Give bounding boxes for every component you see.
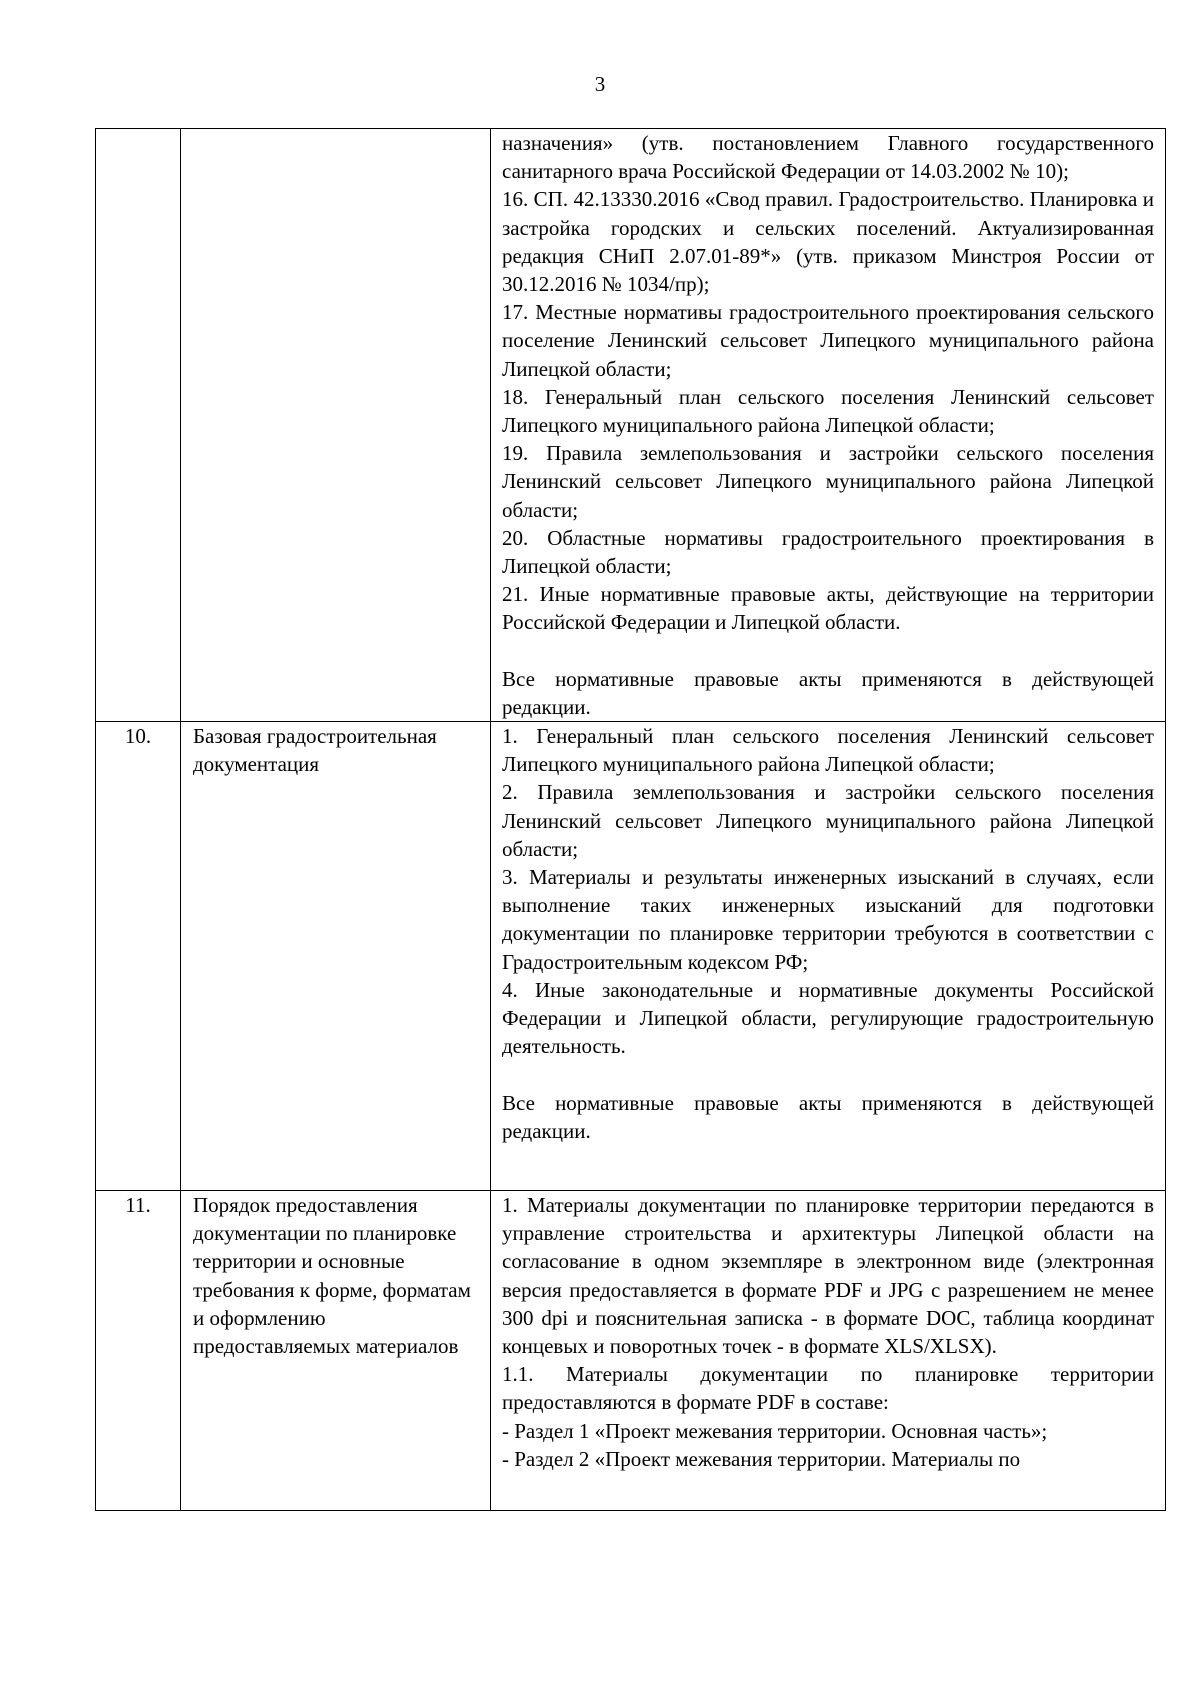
row-content	[491, 129, 1166, 722]
row-title: Порядок предоставления документации по планировке территории и основные требования к форме, форматам и оформлению предоставляемых материалов	[181, 1191, 491, 1511]
paragraph: 19. Правила землепользования и застройки сельского поселения Ленинский сельсовет Липецкого муниципального района Липецкой области;	[502, 441, 1154, 522]
paragraph: 4. Иные законодательные и нормативные документы Российской Федерации и Липецкой области, регулирующие градостроительную деятельность.	[502, 977, 1154, 1059]
paragraph: назначения» (утв. постановлением Главного государственного санитарного врача Российской Федерации от 14.03.2002 № 10);	[502, 131, 1154, 184]
note-paragraph: Все нормативные правовые акты применяются в действующей редакции.	[502, 666, 1154, 719]
row-title: Базовая градостроительная документация	[181, 722, 491, 1191]
paragraph: 21. Иные нормативные правовые акты, действующие на территории Российской Федерации и Липецкой области.	[502, 582, 1154, 635]
note-paragraph: Все нормативные правовые акты применяются в действующей редакции.	[502, 1090, 1154, 1143]
table-row	[96, 1191, 1166, 1511]
paragraph: 17. Местные нормативы градостроительного проектирования сельского поселение Ленинский сельсовет Липецкого муниципального района Липецкой области;	[502, 300, 1154, 381]
requirements-table	[95, 128, 1166, 1511]
row-number: 10.	[96, 722, 181, 1191]
row-number: 11.	[96, 1191, 181, 1511]
page-number: 3	[594, 72, 606, 96]
paragraph: 18. Генеральный план сельского поселения Ленинский сельсовет Липецкого муниципального района Липецкой области;	[502, 384, 1154, 438]
row-content	[491, 722, 1166, 1191]
paragraph: - Раздел 2 «Проект межевания территории. Материалы по	[502, 1446, 1021, 1471]
table-row	[96, 722, 1166, 1191]
paragraph: 1. Генеральный план сельского поселения Ленинский сельсовет Липецкого муниципального района Липецкой области;	[502, 724, 1154, 777]
row-content	[491, 1191, 1166, 1511]
paragraph: 1.1. Материалы документации по планировке территории предоставляются в формате PDF в составе:	[502, 1362, 1154, 1415]
paragraph: 16. СП. 42.13330.2016 «Свод правил. Градостроительство. Планировка и застройка городских и сельских поселений. Актуализированная редакция СНиП 2.07.01-89*» (утв. приказом Минстроя России от 30.12.2016 № 1034/пр);	[502, 187, 1154, 297]
row-number	[96, 129, 181, 722]
paragraph: 1. Материалы документации по планировке территории передаются в управление строительства и архитектуры Липецкой области на согласование в одном экземпляре в электронном виде (электронная версия предоставляется в формате PDF и JPG с разрешением не менее 300 dpi и пояснительная записка - в формате DOC, таблица координат концевых и поворотных точек - в формате XLS/XLSX).	[502, 1193, 1154, 1359]
row-title	[181, 129, 491, 722]
paragraph: 20. Областные нормативы градостроительного проектирования в Липецкой области;	[502, 525, 1154, 579]
paragraph: - Раздел 1 «Проект межевания территории. Основная часть»;	[502, 1418, 1048, 1443]
paragraph: 2. Правила землепользования и застройки сельского поселения Ленинский сельсовет Липецкого муниципального района Липецкой области;	[502, 780, 1154, 861]
paragraph: 3. Материалы и результаты инженерных изысканий в случаях, если выполнение таких инженерных изысканий для подготовки документации по планировке территории требуются в соответствии с Градостроительным кодексом РФ;	[502, 865, 1154, 974]
table-row	[96, 129, 1166, 722]
